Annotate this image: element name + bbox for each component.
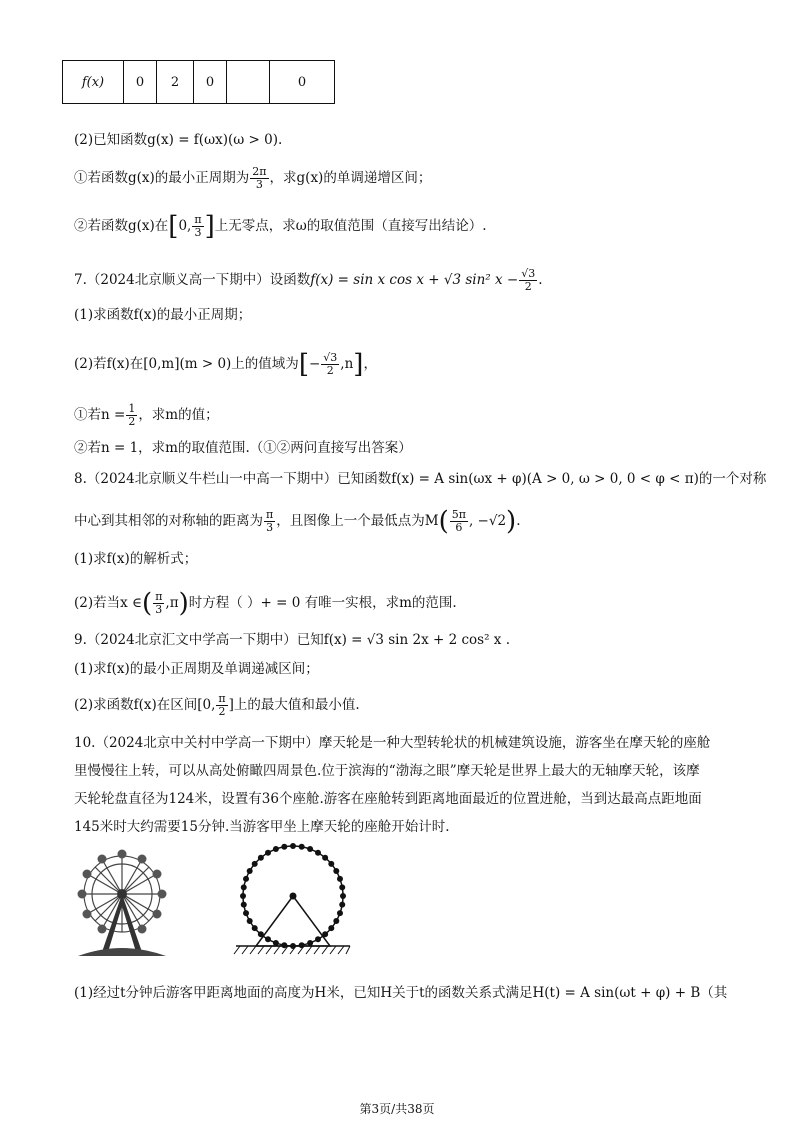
- cabin-dot: [241, 884, 247, 890]
- q7-head: 7.（2024北京顺义高一下期中）设函数f(x) = sin x cos x + √3 sin² x − $\frac{√3}{2}$ .: [74, 267, 543, 293]
- frac-den: 2: [218, 705, 226, 718]
- q7-s1-text-b: ，求m的值；: [138, 407, 219, 423]
- cabin-dot: [339, 884, 345, 890]
- q7-p2-text: (2)若f(x)在[0,m](m > 0)上的值域为: [74, 356, 299, 372]
- fraction: [519, 268, 537, 293]
- q6-sub2: ②若函数g(x)在[0, $\frac{\pi}{3}$ ]上无零点，求ω的取值范围（直接写出结论）.: [74, 211, 487, 242]
- fraction: [126, 403, 137, 428]
- cabin-dot: [273, 846, 279, 852]
- ferris-wheel-illustration: [72, 848, 172, 960]
- cabin-dot: [322, 855, 328, 861]
- frac-den: 6: [455, 521, 463, 534]
- point-after: , −√2: [468, 513, 507, 529]
- q9-p2-text-b: ]上的最大值和最小值.: [228, 697, 360, 713]
- table-cell: 0: [124, 61, 157, 104]
- cabin-dot: [243, 876, 249, 882]
- q10-line4: 145米时大约需要15分钟.当游客甲坐上摩天轮的座舱开始计时.: [74, 819, 450, 835]
- fraction: [250, 166, 268, 191]
- q6-sub1-text-a: ①若函数g(x)的最小正周期为: [74, 170, 250, 186]
- interval-after: ,π: [165, 595, 179, 611]
- cabin-dot: [315, 850, 321, 856]
- q10-line1: 10.（2024北京中关村中学高一下期中）摩天轮是一种大型转轮状的机械建筑设施，游客坐在摩天轮的座舱: [74, 735, 711, 751]
- cabin-dot: [299, 844, 305, 850]
- cabin-dot: [247, 918, 253, 924]
- frac-num: 5π: [451, 508, 466, 521]
- table-cell: 2: [157, 61, 194, 104]
- frac-num: √3: [521, 267, 536, 280]
- fraction: [450, 509, 468, 534]
- range-after: ,n: [340, 356, 354, 372]
- cabin-dot: [333, 918, 339, 924]
- cabin-dot: [243, 910, 249, 916]
- value-table: [62, 60, 335, 104]
- frac-den: 3: [255, 178, 263, 191]
- q6-sub1: [74, 166, 431, 191]
- frac-den: 3: [194, 226, 202, 239]
- cabin-dot: [258, 855, 264, 861]
- cabin-dot: [337, 910, 343, 916]
- q10-p1: (1)经过t分钟后游客甲距离地面的高度为H米，已知H关于t的函数关系式满足H(t) = A sin(ωt + φ) + B（其: [74, 985, 728, 1001]
- fraction: [216, 693, 227, 718]
- cabin-dot: [307, 846, 313, 852]
- q7-formula: f(x) = sin x cos x + √3 sin² x −: [310, 272, 519, 288]
- q8-line2-text-a: 中心到其相邻的对称轴的距离为: [74, 513, 263, 529]
- cabin-dot: [273, 940, 279, 946]
- q10-line3: 天轮轮盘直径为124米，设置有36个座舱.游客在座舱转到距离地面最近的位置进舱，当到达最高点距地面: [74, 791, 702, 807]
- q8-line2: 中心到其相邻的对称轴的距离为 $\frac{\pi}{3}$ ，且图像上一个最低点为M( $\frac{5\pi}{6}$ , −√2).: [74, 506, 521, 537]
- cabin-dot: [328, 925, 334, 931]
- q7-p2-end: ，: [363, 356, 377, 372]
- cabin-dot: [241, 902, 247, 908]
- cabin-dot: [299, 942, 305, 948]
- cabin-dot: [315, 936, 321, 942]
- q7-s1: [74, 403, 219, 428]
- frac-den: 3: [155, 603, 163, 616]
- q8-line1: 8.（2024北京顺义牛栏山一中高一下期中）已知函数f(x) = A sin(ωx + φ)(A > 0, ω > 0, 0 < φ < π)的一个对称: [74, 471, 767, 487]
- q6-sub2-text-a: ②若函数g(x)在: [74, 218, 169, 234]
- table-cell: 0: [194, 61, 227, 104]
- fraction: [192, 214, 203, 239]
- q6-part2: (2)已知函数g(x) = f(ωx)(ω > 0).: [74, 132, 283, 148]
- frac-num: π: [155, 590, 163, 603]
- frac-num: π: [218, 692, 226, 705]
- q8-line2-text-b: ，且图像上一个最低点为M: [276, 513, 439, 529]
- page-footer: 第3页/共38页: [359, 1102, 435, 1116]
- cabin-dot: [252, 925, 258, 931]
- cabin-dot: [265, 850, 271, 856]
- q8-p2-text-b: 时方程（ ）+ = 0 有唯一实根，求m的范围.: [188, 595, 457, 611]
- cabin-dot: [252, 861, 258, 867]
- frac-den: 3: [266, 521, 274, 534]
- cabin-dot: [328, 861, 334, 867]
- fraction: [321, 352, 339, 377]
- q9-head: 9.（2024北京汇文中学高一下期中）已知f(x) = √3 sin 2x + 2 cos² x .: [74, 632, 510, 648]
- q9-p2: [74, 693, 360, 718]
- cabin-dot: [339, 902, 345, 908]
- q7-s2: ②若n = 1，求m的取值范围.（①②两问直接写出答案）: [74, 440, 412, 456]
- cabin-dot: [265, 936, 271, 942]
- frac-num: 2π: [252, 165, 267, 178]
- minus-sign: −: [308, 356, 321, 372]
- q7-s1-text-a: ①若n =: [74, 407, 126, 423]
- interval-left: 0,: [178, 218, 192, 234]
- cabin-dot: [307, 940, 313, 946]
- frac-num: π: [266, 508, 274, 521]
- q7-p1: (1)求函数f(x)的最小正周期；: [74, 307, 252, 323]
- cabin-dot: [240, 893, 246, 899]
- frac-num: 1: [128, 402, 136, 415]
- table-cell: [227, 61, 270, 104]
- ferris-wheel-diagram: [228, 842, 358, 964]
- frac-num: √3: [323, 351, 338, 364]
- q9-p2-text-a: (2)求函数f(x)在区间[0,: [74, 697, 216, 713]
- fraction: [153, 591, 164, 616]
- q8-p2: (2)若当x ∈( $\frac{\pi}{3}$ ,π)时方程（ ）+ = 0 有唯一实根，求m的范围.: [74, 588, 457, 619]
- frac-den: 2: [326, 364, 334, 377]
- fraction: [264, 509, 275, 534]
- q6-sub2-text-b: 上无零点，求ω的取值范围（直接写出结论）.: [214, 218, 487, 234]
- frac-den: 2: [128, 415, 136, 428]
- frac-num: π: [194, 213, 202, 226]
- q8-p2-text-a: (2)若当x ∈: [74, 595, 143, 611]
- q9-p1: (1)求f(x)的最小正周期及单调递减区间；: [74, 661, 319, 677]
- q8-line2-end: .: [516, 513, 521, 529]
- q7-p2: (2)若f(x)在[0,m](m > 0)上的值域为[− $\frac{√3}{2}$ ,n]，: [74, 349, 377, 380]
- q10-line2: 里慢慢往上转，可以从高处俯瞰四周景色.位于滨海的“渤海之眼”摩天轮是世界上最大的无轴摩天轮，该摩: [74, 763, 700, 779]
- frac-den: 2: [524, 280, 532, 293]
- table-row-label: f(x): [63, 61, 124, 104]
- q6-sub1-text-b: ，求g(x)的单调递增区间；: [269, 170, 432, 186]
- cabin-dot: [337, 876, 343, 882]
- cabin-dot: [281, 844, 287, 850]
- q8-p1: (1)求f(x)的解析式；: [74, 551, 198, 567]
- cabin-dot: [290, 843, 296, 849]
- table-cell: 0: [270, 61, 335, 104]
- cabin-dot: [333, 868, 339, 874]
- cabin-dot: [340, 893, 346, 899]
- cabin-dot: [247, 868, 253, 874]
- q7-head-text: 7.（2024北京顺义高一下期中）设函数: [74, 272, 311, 288]
